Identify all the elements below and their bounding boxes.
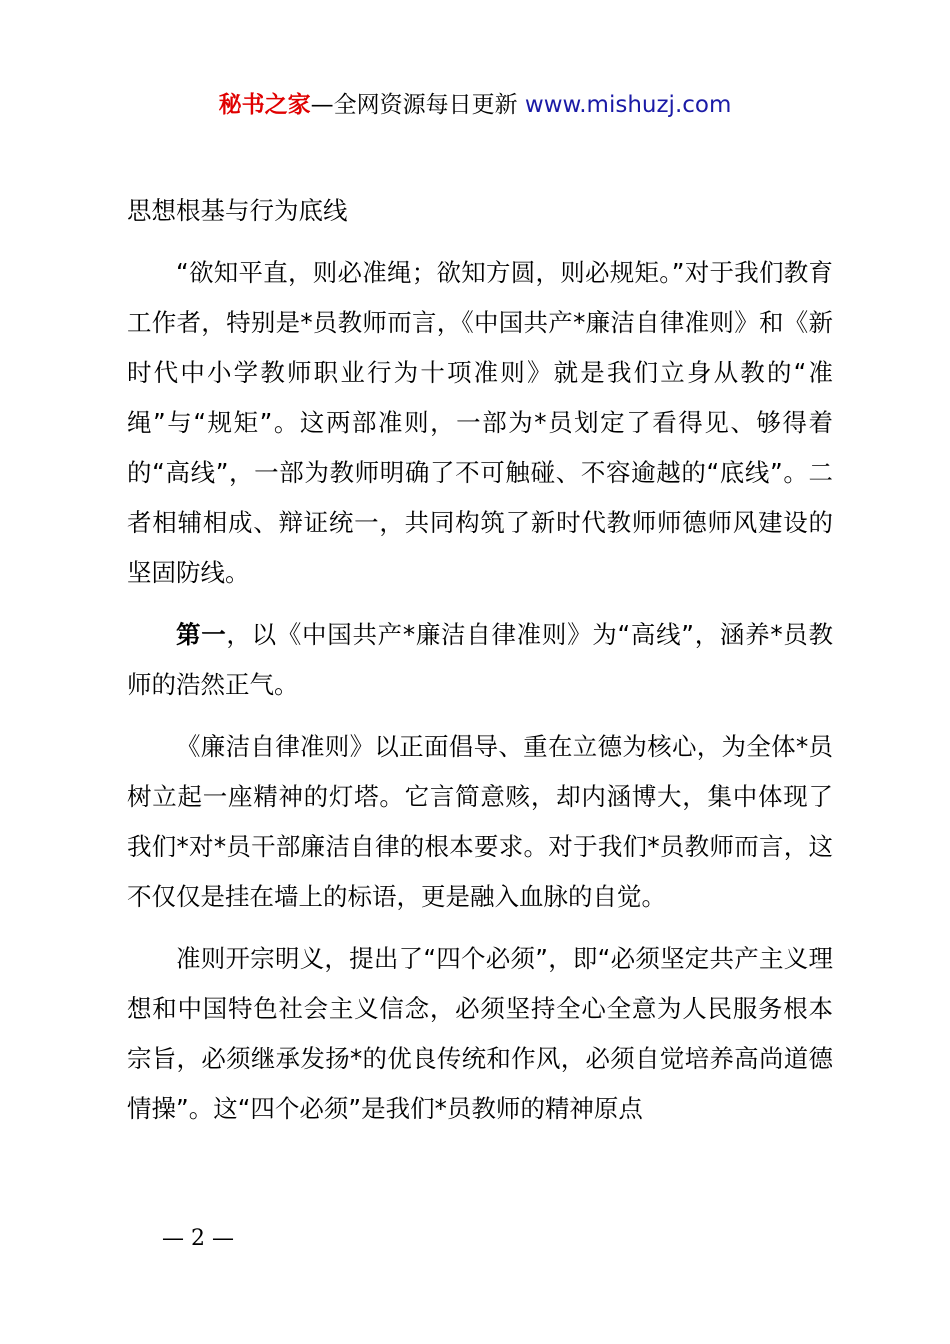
paragraph-intro: “欲知平直，则必准绳；欲知方圆，则必规矩。”对于我们教育工作者，特别是*员教师而言，《中国共产*廉洁自律准则》和《新时代中小学教师职业行为十项准则》就是我们立身从教的“准绳”与“规矩”。这两部准则，一部为*员划定了看得见、够得着的“高线”，一部为教师明确了不可触碰、不容逾越的“底线”。二者相辅相成、辩证统一，共同构筑了新时代教师师德师风建设的坚固防线。 bbox=[127, 258, 833, 587]
paragraph-heading-line: 思想根基与行为底线 bbox=[127, 196, 348, 225]
header-brand: 秘书之家 bbox=[218, 92, 311, 118]
header-tagline: —全网资源每日更新 bbox=[310, 92, 525, 118]
document-body bbox=[127, 186, 833, 1134]
paragraph-code-description: 《廉洁自律准则》以正面倡导、重在立德为核心，为全体*员树立起一座精神的灯塔。它言简意赅，却内涵博大，集中体现了我们*对*员干部廉洁自律的根本要求。对于我们*员教师而言，这不仅仅是挂在墙上的标语，更是融入血脉的自觉。 bbox=[127, 732, 833, 911]
header-site-link[interactable]: www.mishuzj.com bbox=[524, 92, 732, 118]
paragraph-four-musts: 准则开宗明义，提出了“四个必须”，即“必须坚定共产主义理想和中国特色社会主义信念，必须坚持全心全意为人民服务根本宗旨，必须继承发扬*的优良传统和作风，必须自觉培养高尚道德情操”。这“四个必须”是我们*员教师的精神原点 bbox=[127, 944, 833, 1123]
document-header bbox=[0, 88, 950, 122]
first-point-text: ，以《中国共产*廉洁自律准则》为“高线”，涵养*员教师的浩然正气。 bbox=[127, 620, 833, 699]
paragraph-first-point bbox=[127, 610, 833, 710]
page-number: — 2 — bbox=[162, 1226, 234, 1251]
first-point-label: 第一 bbox=[176, 620, 227, 649]
